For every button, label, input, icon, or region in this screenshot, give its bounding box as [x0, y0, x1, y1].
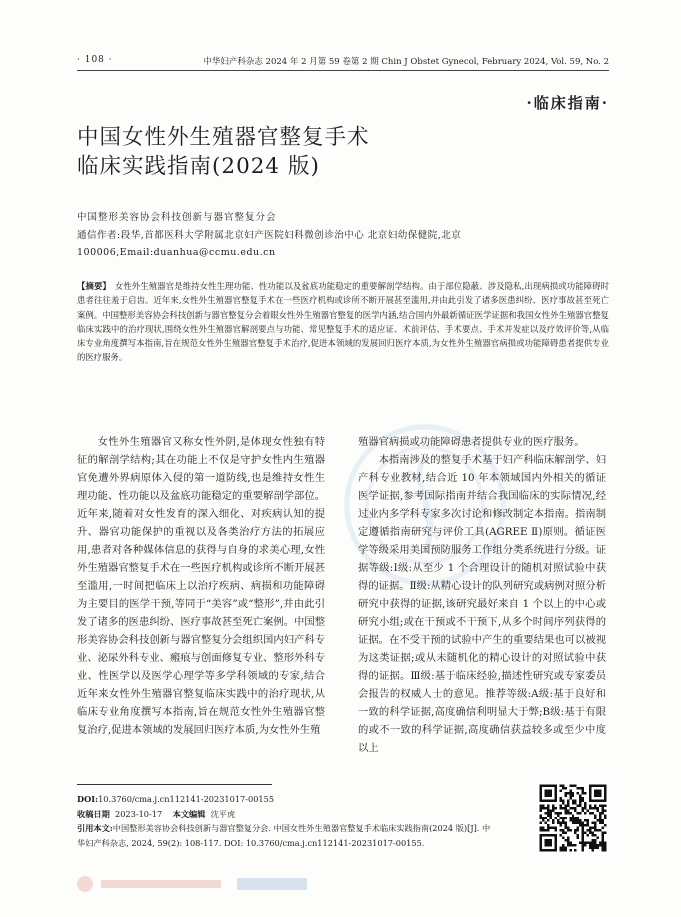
title-line-1: 中国女性外生殖器官整复手术: [77, 125, 370, 150]
correspondence: 通信作者:段华,首都医科大学附属北京妇产医院妇科微创诊治中心 北京妇幼保健院,北京 100006,Email:duanhua@ccmu.edu.cn: [77, 230, 462, 258]
citation-line: 引用本文:中国整形美容协会科技创新与器官整复分会. 中国女性外生殖器官整复手术临床实践指南(2024 版)[J]. 中华妇产科杂志, 2024, 59(2): 108-117. DOI: 10.3760/cma.j.cn112141-20231017-00155.: [77, 823, 491, 848]
doi-line: DOI:10.3760/cma.j.cn112141-20231017-00155: [77, 794, 275, 804]
received-line: 收稿日期 2023-10-17 本文编辑 沈平虎: [77, 808, 236, 819]
author-organization: 中国整形美容协会科技创新与器官整复分会: [77, 212, 277, 223]
section-tag: ·临床指南·: [526, 94, 609, 112]
body-column-right: [358, 433, 606, 757]
paragraph: 女性外生殖器官又称女性外阴,是体现女性独有特征的解剖学结构;其在功能上不仅是守护女性内生殖器官免遭外界病原体入侵的第一道防线,也是维持女性生理功能、性功能以及盆底功能稳定的重要解剖学部位。近年来,随着对女性发育的深入细化、对疾病认知的提升、器官功能保护的重视以及各类治疗方法的拓展应用,患者对各种媒体信息的获得与自身的求美心理,女性外生殖器官整复手术在一些医疗机构或诊所不断开展甚至滥用,一时间把临床上以治疗疾病、病损和功能障碍为主要目的医学干预,等同于“美容”或“整形”,并由此引发了诸多的医患纠纷、医疗事故甚至死亡案例。中国整形美容协会科技创新与器官整复分会组织国内妇产科专业、泌尿外科专业、瘢痕与创面修复专业、整形外科专业、性医学以及医学心理学等多学科领域的专家,结合近年来女性外生殖器官整复临床实践中的治疗现状,从临床专业角度撰写本指南,旨在规范女性外生殖器官整复治疗,促进本领域的发展回归医疗本质,为女性外生殖: [77, 436, 325, 736]
paragraph: 殖器官病损或功能障碍患者提供专业的医疗服务。: [358, 436, 585, 448]
doi-link[interactable]: 10.3760/cma.j.cn112141-20231017-00155: [98, 794, 275, 804]
footnotes: [77, 792, 497, 850]
header-divider: [77, 70, 609, 71]
journal-header: 中华妇产科杂志 2024 年 2 月第 59 卷第 2 期 Chin J Obstet Gynecol, February 2024, Vol. 59, No. 2: [203, 57, 609, 67]
footnote-divider: [77, 784, 272, 785]
abstract: [77, 279, 609, 365]
page-number: · 108 ·: [77, 55, 113, 65]
publisher-logo: [77, 872, 317, 896]
abstract-text: 女性外生殖器官是维持女性生理功能、性功能以及盆底功能稳定的重要解剖学结构。由于部位隐蔽、涉及隐私,出现病损或功能障碍时患者往往羞于启齿。近年来,女性外生殖器官整复手术在一些医疗机构或诊所不断开展甚至滥用,并由此引发了诸多医患纠纷、医疗事故甚至死亡案例。中国整形美容协会科技创新与器官整复分会着眼女性外生殖器官整复的医学内涵,结合国内外最新循证医学证据和我国女性外生殖器官整复临床实践中的治疗现状,围绕女性外生殖器官解剖要点与功能、常见整复手术的适应证、术前评估、手术要点、手术并发症以及疗效评价等,从临床专业角度撰写本指南,旨在规范女性外生殖器官整复手术治疗,促进本领域的发展回归医疗本质,为女性外生殖器官病损或功能障碍患者提供专业的医疗服务。: [77, 281, 610, 363]
title-line-2: 临床实践指南(2024 版): [77, 154, 320, 179]
article-title: [77, 123, 370, 181]
body-column-left: [77, 433, 325, 739]
paragraph: 本指南涉及的整复手术基于妇产科临床解剖学、妇产科专业教材,结合近 10 年本领域国内外相关的循证医学证据,参考国际指南并结合我国临床的实际情况,经过业内多学科专家多次讨论和修改制定本指南。指南制定遵循指南研究与评价工具(AGREE Ⅱ)原则。循证医学等级采用美国预防服务工作组分类系统进行分级。证据等级:Ⅰ级:从至少 1 个合理设计的随机对照试验中获得的证据。Ⅱ级:从精心设计的队列研究或病例对照分析研究中获得的证据,该研究最好来自 1 个以上的中心或研究小组;或在干预或不干预下,从多个时间序列获得的证据。在不受干预的试验中产生的重要结果也可以被视为这类证据;或从未随机化的精心设计的对照试验中获得的证据。Ⅲ级:基于临床经验,描述性研究或专家委员会报告的权威人士的意见。推荐等级:A级:基于良好和一致的科学证据,高度确信利明显大于弊;B级:基于有限的或不一致的科学证据,高度确信获益较多或至少中度以上: [358, 454, 606, 754]
qr-code-icon[interactable]: [537, 782, 609, 854]
abstract-label: 【摘要】: [77, 281, 111, 291]
